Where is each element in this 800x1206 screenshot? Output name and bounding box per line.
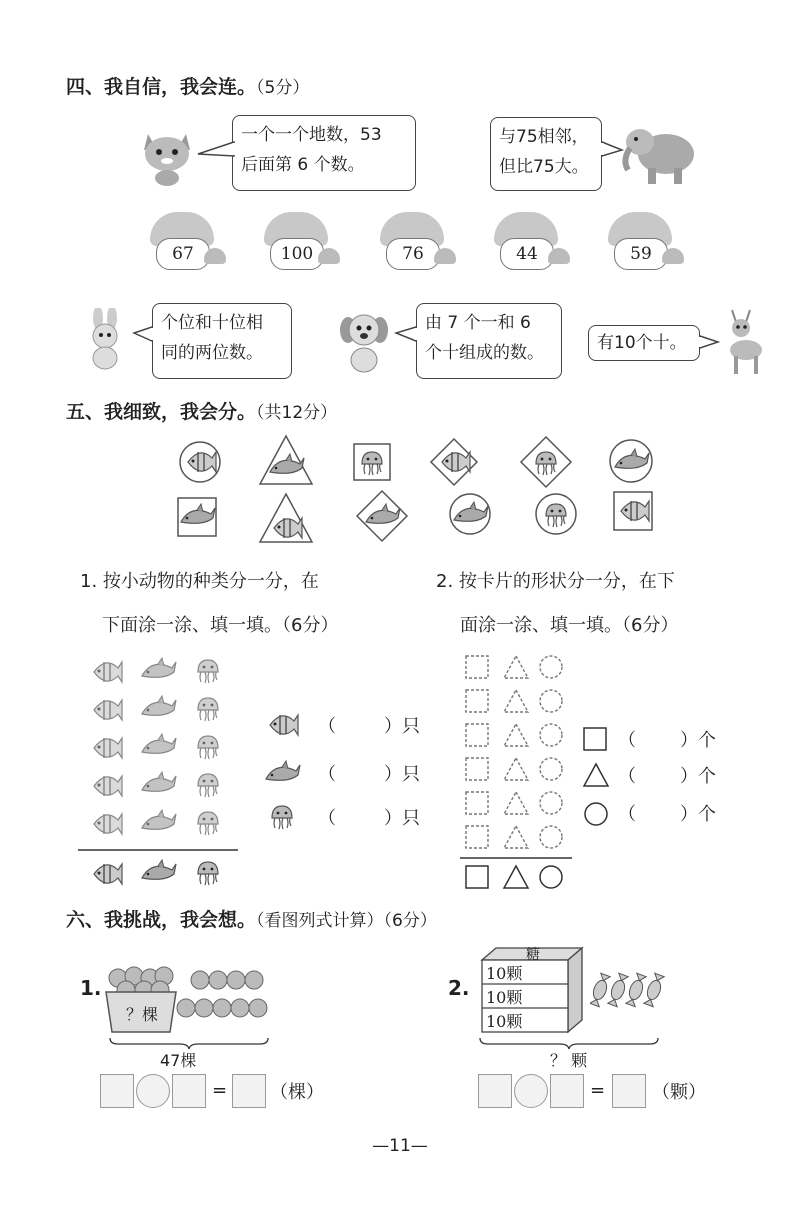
circle-count-answer[interactable]: （ ）个 — [618, 804, 716, 825]
cat-icon — [140, 128, 198, 186]
page-number: —11— — [372, 1136, 428, 1156]
card-triangle-fish — [256, 490, 316, 546]
elephant-bubble-line1: 与75相邻， — [499, 127, 589, 147]
dolphin-count-answer[interactable]: （ ）只 — [318, 764, 420, 785]
mushroom-number: 100 — [270, 238, 324, 270]
candy-row: 10颗 — [486, 964, 523, 983]
elephant-bubble-tail — [600, 140, 624, 160]
deer-bubble-tail — [698, 334, 720, 352]
unit-label: 个 — [698, 804, 716, 825]
card-circle-fish — [176, 438, 224, 486]
basket-label: ？棵 — [125, 1005, 158, 1024]
fish-count-answer[interactable]: （ ）只 — [318, 716, 420, 737]
card-square-dolphin — [174, 494, 220, 540]
shape-chart — [460, 652, 580, 896]
candy-icons — [590, 966, 668, 1014]
square-count-answer[interactable]: （ ）个 — [618, 730, 716, 751]
section4-title — [66, 72, 309, 99]
problem1-number: 1. — [80, 976, 102, 1000]
unit-label: 个 — [698, 730, 716, 751]
mushroom-59[interactable] — [600, 212, 692, 274]
dolphin-icon — [262, 756, 302, 790]
equation1-box-a[interactable] — [100, 1074, 134, 1108]
section5-score: （共12分） — [256, 403, 338, 423]
deer-bubble-line1: 有10个十。 — [597, 333, 687, 353]
problem2-number: 2. — [448, 976, 470, 1000]
problem1-unit: （棵） — [270, 1082, 324, 1103]
q2-line1: 2. 按卡片的形状分一分，在下 — [436, 571, 675, 592]
candy-box-label: 糖 — [526, 947, 540, 963]
cabbage-picture — [104, 962, 276, 1038]
section5-title-text: 五、我细致，我会分。 — [66, 401, 257, 423]
problem2-total: ？ 颗 — [550, 1051, 588, 1070]
card-square-jellyfish — [350, 440, 394, 484]
card-circle-dolphin — [446, 490, 494, 538]
card-diamond-jellyfish — [518, 434, 574, 490]
unit-label: 只 — [402, 808, 420, 829]
circle-icon — [582, 800, 610, 828]
equation1-box-b[interactable] — [172, 1074, 206, 1108]
rabbit-bubble-line2: 同的两位数。 — [161, 343, 263, 363]
cat-bubble-line1: 一个一个地数，53 — [241, 125, 382, 145]
jellyfish-count-answer[interactable]: （ ）只 — [318, 808, 420, 829]
section6-score: （看图列式计算）（6分） — [256, 911, 437, 931]
dog-bubble-line2: 个十组成的数。 — [425, 343, 544, 363]
section5-title — [66, 397, 337, 424]
fish-icon — [262, 708, 302, 742]
mushroom-76[interactable] — [372, 212, 464, 274]
candy-row: 10颗 — [486, 1012, 523, 1031]
equation2-operator[interactable] — [514, 1074, 548, 1108]
elephant-bubble-line2: 但比75大。 — [499, 157, 589, 177]
q2-line2: 面涂一涂、填一填。（6分） — [460, 615, 679, 636]
unit-label: 只 — [402, 716, 420, 737]
card-diamond-dolphin — [354, 488, 410, 544]
section6-title — [66, 905, 437, 932]
elephant-icon — [622, 120, 696, 188]
dog-icon — [336, 308, 392, 374]
equals-sign: = — [590, 1080, 606, 1101]
deer-icon — [718, 308, 770, 376]
elephant-bubble — [490, 117, 602, 191]
card-circle-dolphin — [606, 436, 656, 486]
card-triangle-dolphin — [256, 432, 316, 488]
section4-title-text: 四、我自信，我会连。 — [66, 76, 257, 98]
triangle-icon — [582, 762, 610, 788]
dog-bubble-tail — [394, 325, 418, 345]
mushroom-number: 67 — [156, 238, 210, 270]
section4-score: （5分） — [256, 78, 310, 98]
cat-bubble — [232, 115, 416, 191]
equation2-box-b[interactable] — [550, 1074, 584, 1108]
rabbit-bubble-tail — [132, 325, 154, 345]
cat-bubble-tail — [196, 140, 236, 160]
equation1-operator[interactable] — [136, 1074, 170, 1108]
deer-bubble — [588, 325, 700, 361]
mushroom-number: 44 — [500, 238, 554, 270]
section6-title-text: 六、我挑战，我会想。 — [66, 909, 257, 931]
dog-bubble — [416, 303, 562, 379]
candy-box-rows — [486, 962, 522, 1034]
equation2-result[interactable] — [612, 1074, 646, 1108]
mushroom-67[interactable] — [142, 212, 234, 274]
triangle-count-answer[interactable]: （ ）个 — [618, 766, 716, 787]
rabbit-bubble — [152, 303, 292, 379]
mushroom-44[interactable] — [486, 212, 578, 274]
rabbit-bubble-line1: 个位和十位相 — [161, 313, 263, 333]
problem2-unit: （颗） — [652, 1082, 706, 1103]
card-circle-jellyfish — [532, 490, 580, 538]
q2-text — [436, 564, 678, 644]
unit-label: 个 — [698, 766, 716, 787]
jellyfish-icon — [264, 800, 300, 834]
q1-text — [80, 564, 338, 644]
animal-chart — [78, 650, 244, 896]
equation1-result[interactable] — [232, 1074, 266, 1108]
cat-bubble-line2: 后面第 6 个数。 — [241, 155, 365, 175]
mushroom-number: 76 — [386, 238, 440, 270]
card-square-fish — [610, 488, 656, 534]
equation2-box-a[interactable] — [478, 1074, 512, 1108]
square-icon — [582, 726, 608, 752]
q1-line1: 1. 按小动物的种类分一分，在 — [80, 571, 319, 592]
rabbit-icon — [80, 308, 130, 372]
q1-line2: 下面涂一涂、填一填。（6分） — [102, 615, 339, 636]
candy-row: 10颗 — [486, 988, 523, 1007]
card-diamond-fish — [428, 436, 480, 488]
mushroom-number: 59 — [614, 238, 668, 270]
problem1-total: 47棵 — [160, 1051, 197, 1070]
equals-sign: = — [212, 1080, 228, 1101]
dog-bubble-line1: 由 7 个一和 6 — [425, 313, 531, 333]
unit-label: 只 — [402, 764, 420, 785]
mushroom-100[interactable] — [256, 212, 348, 274]
